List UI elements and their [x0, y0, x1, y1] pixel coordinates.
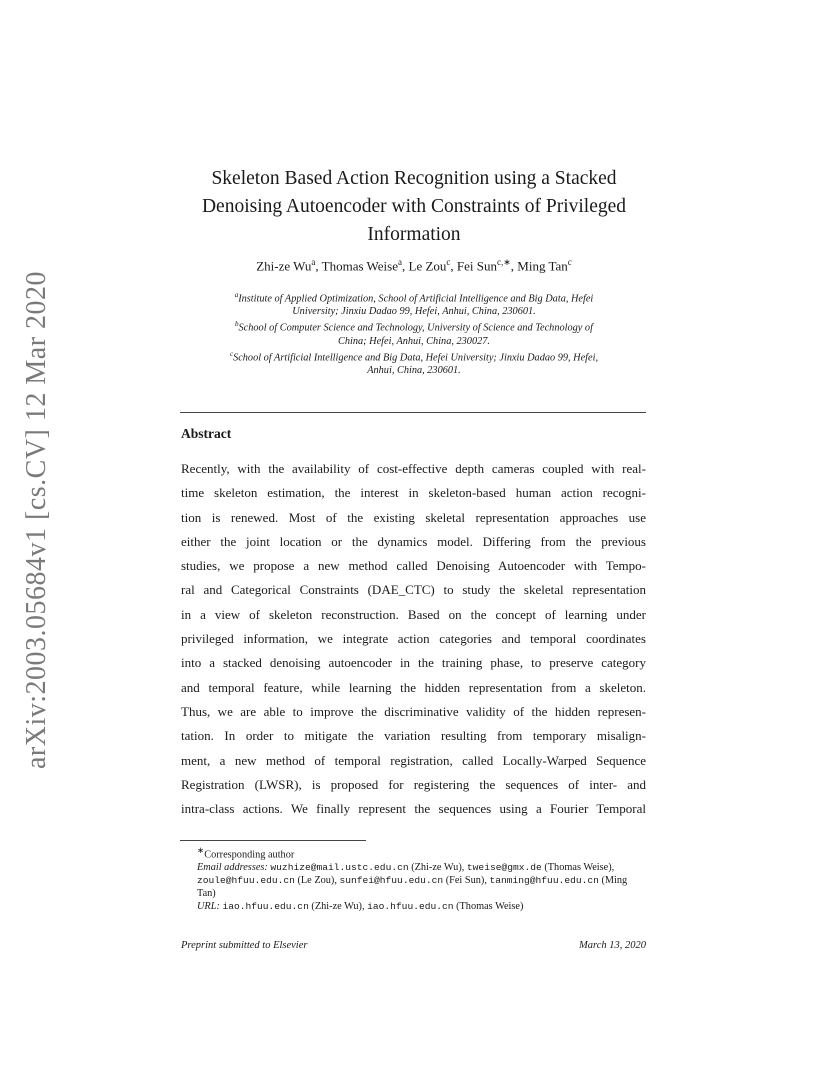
affiliation-mark: b — [235, 320, 239, 329]
author-separator: , — [402, 258, 409, 274]
email-owner: (Le Zou), — [297, 875, 337, 887]
author-affil-mark: a — [398, 257, 402, 267]
author-separator: , — [450, 258, 457, 274]
url-owner: (Thomas Weise) — [456, 901, 524, 913]
title-line: Skeleton Based Action Recognition using a Stacked — [211, 168, 617, 189]
author-affil-mark: c — [567, 257, 572, 267]
email-link[interactable]: tweise@gmx.de — [466, 862, 542, 874]
header-rule — [180, 412, 646, 413]
abstract-body — [181, 457, 646, 821]
abstract-line: privileged information, we integrate action categories and temporal coordinates — [181, 631, 646, 647]
affiliation-text: Institute of Applied Optimization, School of Artificial Intelligence and Big Data, Hefei — [238, 293, 594, 305]
affiliation — [185, 348, 643, 364]
email-link[interactable]: tanming@hfuu.edu.cn — [489, 875, 599, 887]
preprint-note: Preprint submitted to Elsevier — [181, 940, 308, 951]
footnote-mark: ∗ — [197, 845, 205, 855]
author-list — [180, 257, 648, 274]
abstract-line: into a stacked denoising autoencoder in the training phase, to preserve category — [181, 655, 646, 671]
author-affil-mark: c,∗ — [497, 257, 511, 267]
abstract-line: Registration (LWSR), is proposed for registering the sequences of inter- and — [181, 776, 646, 792]
abstract-line: intra-class actions. We finally represent the sequences using a Fourier Temporal — [181, 801, 646, 817]
author-name: Le Zou — [408, 258, 447, 274]
author-separator: , — [510, 258, 518, 274]
abstract-line: ment, a new method of temporal registration, called Locally-Warped Sequence — [181, 752, 646, 768]
email-owner: (Fei Sun), — [445, 875, 487, 887]
abstract-heading: Abstract — [181, 426, 232, 441]
author-name: Zhi-ze Wu — [256, 258, 312, 274]
email-note — [180, 861, 646, 900]
footnote-rule — [180, 840, 366, 841]
affiliation-text: School of Artificial Intelligence and Big Data, Hefei University; Jinxiu Dadao 99, Hefei, — [233, 352, 599, 364]
affiliation: Anhui, China, 230601. — [367, 365, 461, 377]
url-link[interactable]: iao.hfuu.edu.cn — [222, 901, 309, 913]
abstract-line: Recently, with the availability of cost-effective depth cameras coupled with real- — [181, 461, 646, 476]
abstract-line: tion is renewed. Most of the existing skeletal representation approaches use — [181, 509, 646, 525]
abstract-line: tation. In order to mitigate the variation resulting from temporary misalign- — [181, 728, 646, 744]
email-link[interactable]: sunfei@hfuu.edu.cn — [339, 875, 444, 887]
affiliations — [185, 289, 643, 377]
url-note — [180, 900, 646, 913]
abstract-line: either the joint location or the dynamics model. Differing from the previous — [181, 533, 646, 549]
author-name: Ming Tan — [517, 258, 568, 274]
email-owner: (Zhi-ze Wu), — [411, 862, 465, 874]
email-owner: (Ming Tan) — [197, 875, 628, 900]
affiliation — [185, 289, 643, 305]
abstract-line: time skeleton estimation, the interest in skeleton-based human action recogni- — [181, 485, 646, 501]
abstract-line: Thus, we are able to improve the discriminative validity of the hidden represen- — [181, 703, 646, 719]
paper-title — [180, 165, 648, 249]
footer-date: March 13, 2020 — [579, 940, 646, 951]
abstract-line: studies, we propose a new method called Denoising Autoencoder with Tempo- — [181, 558, 646, 574]
arxiv-stamp-text: arXiv:2003.05684v1 [cs.CV] 12 Mar 2020 — [21, 270, 52, 770]
affiliation: University; Jinxiu Dadao 99, Hefei, Anhui, China, 230601. — [292, 306, 536, 318]
abstract-line: in a view of skeleton reconstruction. Based on the concept of learning under — [181, 606, 646, 622]
email-label: Email addresses: — [197, 862, 268, 874]
corresponding-note — [180, 844, 646, 861]
title-line: Denoising Autoencoder with Constraints of Privileged — [201, 196, 627, 217]
author-separator: , — [315, 258, 322, 274]
author-name: Thomas Weise — [321, 258, 398, 274]
email-link[interactable]: wuzhize@mail.ustc.edu.cn — [270, 862, 409, 874]
url-link[interactable]: iao.hfuu.edu.cn — [367, 901, 454, 913]
abstract-line: and temporal feature, while learning the hidden representation from a skeleton. — [181, 679, 646, 695]
page-footer — [181, 940, 646, 951]
affiliation-mark: a — [234, 291, 239, 299]
email-owner: (Thomas Weise), — [544, 862, 615, 874]
affiliation-mark: c — [229, 349, 234, 358]
author-affil-mark: c — [446, 257, 451, 267]
url-label: URL: — [197, 901, 220, 913]
footnotes — [180, 844, 646, 913]
affiliation: China; Hefei, Anhui, China, 230027. — [338, 335, 490, 347]
author-name: Fei Sun — [456, 258, 497, 274]
abstract-line: ral and Categorical Constraints (DAE_CTC) to study the skeletal representation — [181, 582, 646, 598]
affiliation — [185, 318, 643, 334]
email-link[interactable]: zoule@hfuu.edu.cn — [197, 875, 295, 887]
title-line: Information — [367, 224, 461, 245]
author-affil-mark: a — [311, 257, 316, 267]
url-owner: (Zhi-ze Wu), — [311, 901, 365, 913]
corresponding-text: Corresponding author — [204, 849, 295, 861]
affiliation-text: School of Computer Science and Technology, University of Science and Technology of — [238, 322, 593, 334]
